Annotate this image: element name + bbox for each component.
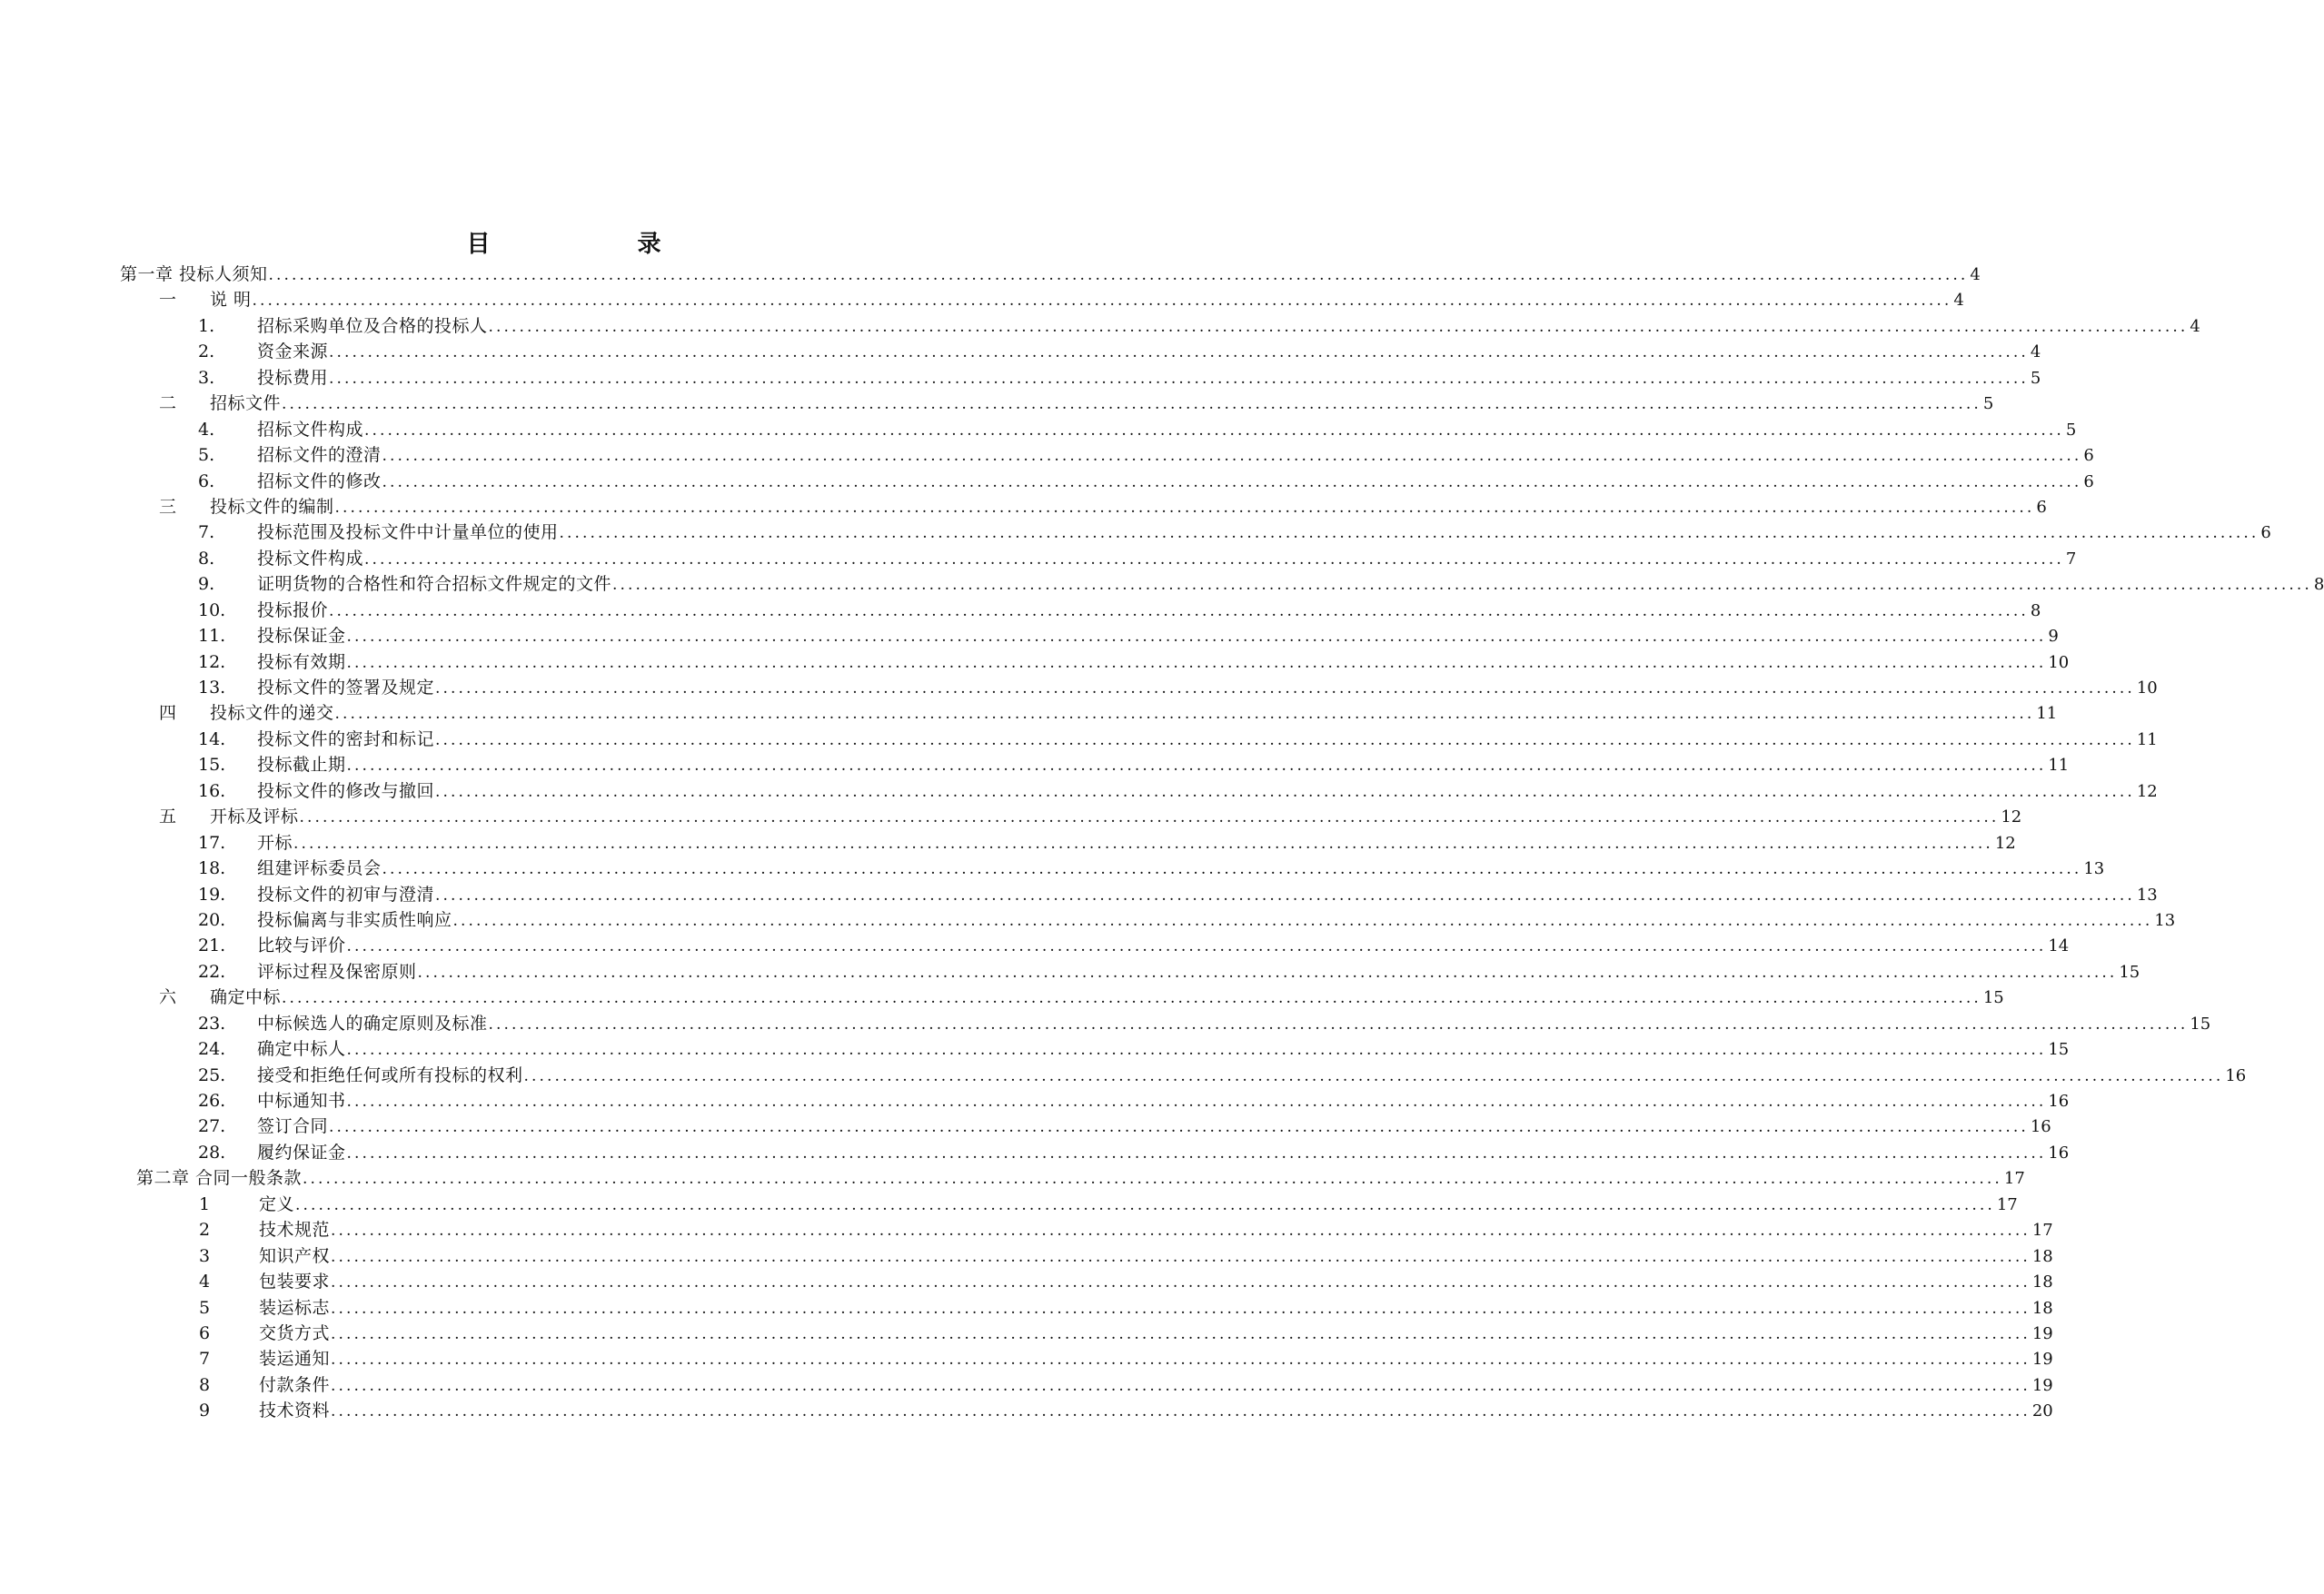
toc-entry-number: 8. [198, 548, 215, 569]
toc-entry-page: 17 [1996, 1194, 2018, 1214]
toc-entry-number: 五 [159, 807, 177, 827]
toc-leader-dots: ............................................................................................................................................................................................................................ [346, 937, 2047, 956]
toc-leader-dots: ............................................................................................................................................................................................................................ [331, 1376, 2031, 1395]
toc-entry-title: 招标文件的澄清 [257, 445, 382, 466]
toc-entry-title: 投标文件构成 [257, 548, 364, 569]
toc-leader-dots: ............................................................................................................................................................................................................................ [346, 628, 2047, 647]
toc-entry-page: 15 [2119, 962, 2140, 982]
toc-entry-title: 付款条件 [259, 1374, 331, 1395]
toc-entry-number: 13. [198, 678, 226, 698]
toc-entry-page: 8 [2030, 600, 2041, 620]
toc-leader-dots: ............................................................................................................................................................................................................................ [346, 653, 2047, 672]
toc-entry[interactable] [0, 856, 2105, 881]
toc-entry-number: 9. [198, 574, 215, 595]
toc-entry-title: 知识产权 [259, 1245, 331, 1266]
toc-leader-dots: ............................................................................................................................................................................................................................ [435, 782, 2135, 801]
toc-entry-title: 投标文件的修改与撤回 [257, 780, 435, 801]
toc-leader-dots: ............................................................................................................................................................................................................................ [331, 1222, 2031, 1241]
toc-entry[interactable] [0, 1269, 2053, 1294]
toc-entry-title: 确定中标人 [257, 1039, 346, 1060]
toc-entry[interactable] [0, 830, 2016, 856]
toc-entry[interactable] [0, 339, 2041, 364]
toc-entry-page: 19 [2031, 1375, 2053, 1395]
toc-entry[interactable] [0, 287, 1964, 312]
toc-entry-title: 招标文件的修改 [257, 470, 382, 491]
toc-entry[interactable] [0, 1295, 2053, 1321]
toc-entry-page: 4 [1970, 265, 1981, 284]
toc-entry-title: 开标 [257, 832, 293, 853]
toc-entry[interactable] [0, 1036, 2070, 1062]
toc-entry[interactable] [0, 1346, 2053, 1371]
toc-entry[interactable] [0, 623, 2059, 648]
toc-leader-dots: ............................................................................................................................................................................................................................ [252, 292, 1952, 311]
toc-entry-page: 6 [2083, 471, 2094, 491]
toc-entry-number: 6. [198, 470, 215, 491]
toc-entry[interactable] [0, 1398, 2053, 1423]
toc-entry-page: 18 [2031, 1246, 2053, 1266]
toc-entry-page: 18 [2031, 1298, 2053, 1318]
toc-entry-number: 19. [198, 884, 226, 905]
toc-entry-title: 签订合同 [257, 1116, 329, 1137]
toc-entry-title: 资金来源 [257, 342, 329, 362]
toc-leader-dots: ............................................................................................................................................................................................................................ [293, 834, 1993, 853]
toc-leader-dots: ............................................................................................................................................................................................................................ [452, 911, 2153, 930]
toc-entry-title: 中标候选人的确定原则及标准 [257, 1013, 488, 1034]
toc-entry-number: 21. [198, 936, 226, 956]
toc-entry-page: 7 [2065, 549, 2077, 569]
toc-entry-page: 17 [2031, 1221, 2053, 1241]
toc-entry-title: 确定中标 [210, 987, 282, 1008]
toc-entry-title: 技术规范 [259, 1220, 331, 1241]
toc-entry-number: 15. [198, 755, 226, 776]
toc-entry-page: 16 [2225, 1065, 2247, 1085]
toc-entry[interactable] [0, 985, 2004, 1010]
toc-entry-number: 5. [198, 445, 215, 466]
toc-entry-number: 3. [198, 367, 215, 388]
toc-entry-page: 5 [1982, 394, 1994, 414]
toc-entry-number: 9 [199, 1401, 211, 1421]
toc-entry-number: 7. [198, 522, 215, 543]
toc-entry-number: 16. [198, 780, 226, 801]
toc-leader-dots: ............................................................................................................................................................................................................................ [303, 1170, 2002, 1189]
toc-title: 目 录 [466, 231, 723, 258]
toc-entry-number: 7 [199, 1349, 211, 1370]
toc-entry-page: 8 [2313, 575, 2324, 595]
toc-leader-dots: ............................................................................................................................................................................................................................ [329, 369, 2029, 388]
toc-entry-title: 投标保证金 [257, 626, 346, 647]
toc-entry[interactable] [0, 727, 2158, 752]
toc-entry-title: 投标范围及投标文件中计量单位的使用 [257, 522, 559, 543]
toc-entry[interactable] [0, 494, 2047, 520]
toc-entry-number: 6 [199, 1322, 211, 1343]
toc-entry-title: 交货方式 [259, 1322, 331, 1343]
toc-entry[interactable] [0, 675, 2158, 700]
toc-entry[interactable] [0, 959, 2140, 985]
toc-leader-dots: ............................................................................................................................................................................................................................ [331, 1351, 2031, 1370]
toc-entry-title: 投标文件的初审与澄清 [257, 884, 435, 905]
toc-entry[interactable] [0, 1011, 2211, 1036]
toc-entry-number: 26. [198, 1091, 226, 1111]
toc-entry[interactable] [0, 1063, 2247, 1088]
toc-leader-dots: ............................................................................................................................................................................................................................ [364, 549, 2064, 569]
toc-leader-dots: ............................................................................................................................................................................................................................ [488, 317, 2189, 336]
toc-entry-title: 投标有效期 [257, 651, 346, 672]
toc-leader-dots: ............................................................................................................................................................................................................................ [435, 679, 2135, 698]
toc-entry-title: 装运通知 [259, 1349, 331, 1370]
toc-entry-page: 20 [2031, 1401, 2053, 1421]
toc-leader-dots: ............................................................................................................................................................................................................................ [382, 472, 2082, 491]
toc-entry-number: 28. [198, 1142, 226, 1163]
toc-entry[interactable] [0, 1192, 2018, 1217]
toc-leader-dots: ............................................................................................................................................................................................................................ [331, 1273, 2031, 1292]
toc-leader-dots: ............................................................................................................................................................................................................................ [346, 1041, 2047, 1060]
toc-entry-page: 15 [1982, 988, 2004, 1008]
toc-entry-title: 投标偏离与非实质性响应 [257, 909, 452, 930]
toc-leader-dots: ............................................................................................................................................................................................................................ [382, 447, 2082, 466]
toc-entry[interactable] [0, 598, 2041, 623]
toc-entry-page: 5 [2065, 420, 2077, 440]
toc-entry-page: 10 [2048, 652, 2070, 672]
toc-entry-title: 招标采购单位及合格的投标人 [257, 315, 488, 336]
toc-entry[interactable] [0, 1088, 2070, 1114]
toc-leader-dots: ............................................................................................................................................................................................................................ [329, 343, 2029, 362]
toc-entry[interactable] [0, 571, 2324, 597]
toc-entry[interactable] [0, 391, 1994, 416]
toc-leader-dots: ............................................................................................................................................................................................................................ [329, 1118, 2029, 1137]
toc-entry-title: 招标文件 [210, 393, 282, 414]
toc-entry-number: 六 [159, 987, 177, 1008]
toc-entry-page: 16 [2048, 1143, 2070, 1163]
toc-entry-number: 3 [199, 1245, 211, 1266]
toc-entry[interactable] [0, 262, 1981, 287]
toc-entry-page: 13 [2136, 885, 2158, 905]
toc-entry-title: 投标费用 [257, 367, 329, 388]
toc-leader-dots: ............................................................................................................................................................................................................................ [435, 886, 2135, 905]
toc-entry-title: 第一章 投标人须知 [120, 264, 268, 284]
toc-entry-title: 说 明 [210, 290, 252, 311]
toc-entry[interactable] [0, 1140, 2070, 1165]
toc-leader-dots: ............................................................................................................................................................................................................................ [295, 1195, 1995, 1214]
toc-entry[interactable] [0, 1321, 2053, 1346]
toc-entry[interactable] [0, 442, 2094, 468]
toc-entry[interactable] [0, 752, 2070, 777]
toc-entry-title: 投标文件的密封和标记 [257, 728, 435, 749]
toc-entry-number: 23. [198, 1013, 226, 1034]
toc-entry-page: 4 [1953, 291, 1964, 311]
toc-entry-page: 10 [2136, 678, 2158, 698]
toc-entry[interactable] [0, 700, 2058, 726]
toc-entry-title: 比较与评价 [257, 936, 346, 956]
toc-entry-number: 三 [159, 496, 177, 517]
toc-leader-dots: ............................................................................................................................................................................................................................ [331, 1402, 2031, 1421]
toc-entry-title: 开标及评标 [210, 807, 299, 827]
toc-leader-dots: ............................................................................................................................................................................................................................ [559, 524, 2259, 543]
toc-entry-number: 17. [198, 832, 226, 853]
toc-entry-number: 10. [198, 599, 226, 620]
toc-entry-title: 投标文件的签署及规定 [257, 678, 435, 698]
toc-entry-page: 13 [2083, 859, 2105, 879]
toc-entry[interactable] [0, 313, 2200, 339]
toc-leader-dots: ............................................................................................................................................................................................................................ [488, 1015, 2189, 1034]
toc-entry-number: 四 [159, 703, 177, 724]
toc-entry-page: 6 [2036, 497, 2047, 517]
toc-leader-dots: ............................................................................................................................................................................................................................ [282, 989, 1981, 1008]
toc-entry[interactable] [0, 1165, 2025, 1191]
toc-entry-number: 25. [198, 1064, 226, 1085]
toc-leader-dots: ............................................................................................................................................................................................................................ [329, 601, 2029, 620]
toc-entry-page: 4 [2190, 316, 2200, 336]
toc-entry[interactable] [0, 1217, 2053, 1243]
toc-entry-page: 19 [2031, 1323, 2053, 1343]
toc-entry-page: 12 [2001, 807, 2022, 827]
toc-entry[interactable] [0, 365, 2041, 391]
toc-entry-page: 15 [2190, 1014, 2211, 1034]
toc-entry[interactable] [0, 933, 2070, 958]
toc-leader-dots: ............................................................................................................................................................................................................................ [382, 860, 2082, 879]
toc-entry-number: 20. [198, 909, 226, 930]
toc-leader-dots: ............................................................................................................................................................................................................................ [299, 808, 2000, 827]
toc-entry-number: 4. [198, 419, 215, 440]
toc-entry-title: 定义 [259, 1193, 295, 1214]
toc-entry-number: 27. [198, 1116, 226, 1137]
toc-entry-title: 接受和拒绝任何或所有投标的权利 [257, 1064, 523, 1085]
toc-leader-dots: ............................................................................................................................................................................................................................ [282, 395, 1981, 414]
toc-leader-dots: ............................................................................................................................................................................................................................ [346, 1144, 2047, 1163]
toc-leader-dots: ............................................................................................................................................................................................................................ [268, 266, 1969, 284]
toc-entry-title: 技术资料 [259, 1401, 331, 1421]
toc-entry[interactable] [0, 546, 2077, 571]
toc-leader-dots: ............................................................................................................................................................................................................................ [334, 705, 2035, 724]
toc-entry-page: 9 [2048, 627, 2059, 647]
toc-entry-page: 11 [2136, 729, 2158, 749]
toc-entry-number: 1. [198, 315, 215, 336]
toc-entry-number: 11. [198, 626, 226, 647]
toc-entry-page: 12 [1994, 833, 2016, 853]
toc-entry-page: 16 [2030, 1117, 2051, 1137]
toc-leader-dots: ............................................................................................................................................................................................................................ [346, 1093, 2047, 1111]
toc-leader-dots: ............................................................................................................................................................................................................................ [417, 963, 2118, 982]
toc-entry-page: 15 [2048, 1040, 2070, 1060]
toc-entry-page: 16 [2048, 1092, 2070, 1111]
toc-entry-title: 投标文件的递交 [210, 703, 334, 724]
toc-entry-title: 证明货物的合格性和符合招标文件规定的文件 [257, 574, 612, 595]
toc-entry-title: 包装要求 [259, 1272, 331, 1292]
toc-entry-page: 18 [2031, 1272, 2053, 1292]
toc-entry-number: 22. [198, 961, 226, 982]
toc-leader-dots: ............................................................................................................................................................................................................................ [364, 421, 2064, 440]
toc-entry-number: 2. [198, 342, 215, 362]
toc-entry-title: 装运标志 [259, 1297, 331, 1318]
toc-entry-title: 履约保证金 [257, 1142, 346, 1163]
toc-leader-dots: ............................................................................................................................................................................................................................ [331, 1247, 2031, 1266]
toc-leader-dots: ............................................................................................................................................................................................................................ [331, 1324, 2031, 1343]
toc-leader-dots: ............................................................................................................................................................................................................................ [435, 730, 2135, 749]
toc-entry-page: 13 [2154, 910, 2176, 930]
toc-entry-page: 6 [2260, 523, 2271, 543]
toc-entry[interactable] [0, 649, 2070, 675]
toc-entry[interactable] [0, 1243, 2053, 1269]
toc-entry-number: 5 [199, 1297, 211, 1318]
toc-entry-title: 第二章 合同一般条款 [136, 1168, 303, 1189]
toc-entry[interactable] [0, 778, 2158, 804]
toc-entry-title: 投标报价 [257, 599, 329, 620]
toc-entry-title: 招标文件构成 [257, 419, 364, 440]
toc-entry-title: 投标截止期 [257, 755, 346, 776]
toc-entry-number: 一 [159, 290, 177, 311]
toc-entry[interactable] [0, 469, 2094, 494]
toc-entry-page: 12 [2136, 781, 2158, 801]
toc-entry-page: 4 [2030, 342, 2041, 362]
toc-entry-page: 11 [2048, 756, 2070, 776]
toc-entry-page: 17 [2003, 1169, 2025, 1189]
toc-entry[interactable] [0, 520, 2271, 545]
toc-entry-number: 24. [198, 1039, 226, 1060]
toc-entry-number: 二 [159, 393, 177, 414]
toc-entry[interactable] [0, 1372, 2053, 1398]
toc-entry-number: 18. [198, 858, 226, 879]
toc-entry-number: 4 [199, 1272, 211, 1292]
toc-list [0, 262, 2324, 1424]
toc-entry-page: 6 [2083, 446, 2094, 466]
toc-entry-number: 2 [199, 1220, 211, 1241]
toc-entry-title: 投标文件的编制 [210, 496, 334, 517]
toc-leader-dots: ............................................................................................................................................................................................................................ [331, 1299, 2031, 1318]
toc-entry-number: 8 [199, 1374, 211, 1395]
toc-entry[interactable] [0, 804, 2022, 829]
toc-entry[interactable] [0, 907, 2176, 933]
toc-entry-page: 19 [2031, 1350, 2053, 1370]
toc-entry-title: 评标过程及保密原则 [257, 961, 417, 982]
toc-entry-number: 1 [199, 1193, 211, 1214]
toc-entry-title: 中标通知书 [257, 1091, 346, 1111]
toc-entry[interactable] [0, 1114, 2051, 1139]
toc-entry-page: 11 [2036, 704, 2058, 724]
toc-entry-number: 14. [198, 728, 226, 749]
toc-entry[interactable] [0, 417, 2077, 442]
toc-leader-dots: ............................................................................................................................................................................................................................ [334, 498, 2035, 517]
toc-entry-title: 组建评标委员会 [257, 858, 382, 879]
toc-leader-dots: ............................................................................................................................................................................................................................ [612, 576, 2312, 595]
toc-entry[interactable] [0, 882, 2158, 907]
toc-entry-page: 14 [2048, 936, 2070, 956]
toc-entry-page: 5 [2030, 368, 2041, 388]
toc-leader-dots: ............................................................................................................................................................................................................................ [523, 1066, 2224, 1085]
toc-leader-dots: ............................................................................................................................................................................................................................ [346, 757, 2047, 776]
toc-entry-number: 12. [198, 651, 226, 672]
